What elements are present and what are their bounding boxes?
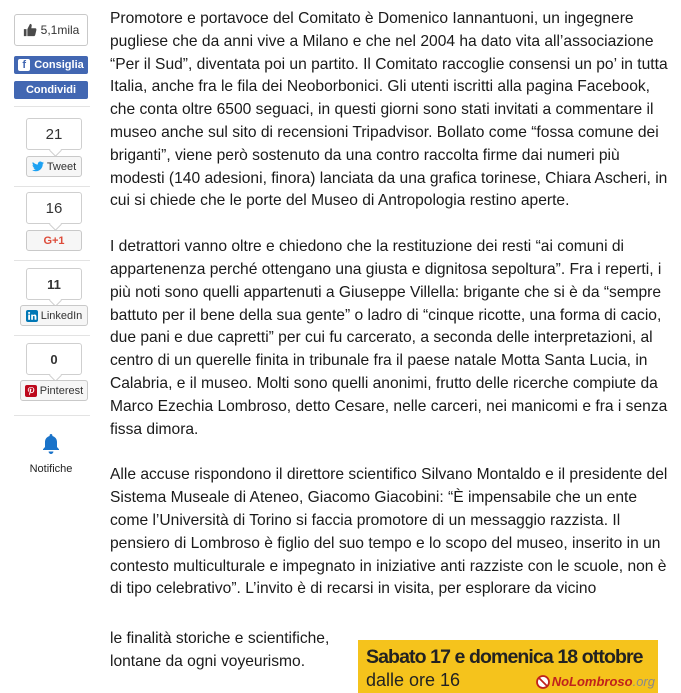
linkedin-label: LinkedIn: [40, 309, 83, 322]
divider: [14, 186, 90, 187]
banner-brand-domain: .org: [632, 674, 655, 689]
article-tail-line: le finalità storiche e scientifiche,: [110, 630, 330, 647]
article-body: [110, 8, 670, 624]
social-sidebar: [0, 0, 102, 693]
banner-brand: [536, 674, 655, 689]
divider: [14, 335, 90, 336]
banner-date-line: Sabato 17 e domenica 18 ottobre: [366, 646, 643, 668]
divider: [14, 260, 90, 261]
twitter-count-value: 21: [45, 125, 63, 143]
gplus-count: [26, 192, 82, 224]
facebook-share-button[interactable]: [14, 81, 88, 99]
pinterest-count-value: 0: [50, 351, 58, 367]
linkedin-count-value: 11: [47, 276, 61, 292]
divider: [14, 106, 90, 107]
twitter-bird-icon: [32, 161, 44, 172]
linkedin-count: [26, 268, 82, 300]
prohibition-icon: [536, 675, 550, 689]
article-tail-line: lontane da ogni voyeurismo.: [110, 652, 306, 670]
notifications-label[interactable]: Notifiche: [29, 463, 73, 475]
tweet-label: Tweet: [46, 160, 77, 173]
facebook-like-count[interactable]: [14, 14, 88, 46]
banner-brand-name: NoLombroso: [551, 674, 633, 689]
pinterest-button[interactable]: [20, 380, 88, 401]
banner-time-line: dalle ore 16: [366, 670, 461, 690]
bell-icon[interactable]: [40, 432, 62, 456]
event-banner-ad[interactable]: [358, 640, 658, 693]
pinterest-label: Pinterest: [39, 384, 84, 397]
facebook-icon: f: [18, 59, 30, 71]
twitter-count: [26, 118, 82, 150]
gplus-button[interactable]: [26, 230, 82, 251]
gplus-icon: G+1: [43, 234, 65, 247]
gplus-count-value: 16: [45, 199, 63, 217]
facebook-likes-value: 5,1mila: [40, 23, 80, 37]
divider: [14, 415, 90, 416]
article-paragraph: I detrattori vanno oltre e chiedono che la restituzione dei resti “ai comuni di appartenenza perché ottengano una giusta e dignitosa sepoltura”. Fra i reperti, i più noti sono quelli appartenuti a Giuseppe Villella: brigante che si è da “sempre battuto per il bene della sua gente” o ladro di “cinque ricotte, una forma di cacio, due pani e due capretti” per cui fu carcerato, a seconda delle interpretazioni, al centro di un querelle finita in tribunale fra il paese natale Motta Santa Lucia, in Calabria, e il museo. Molti sono quelli anonimi, frutto delle ricerche compiute da Marco Ezechia Lombroso, detto Cesare, nelle carceri, nei manicomi e fra i senza fissa dimora.: [110, 238, 668, 438]
linkedin-button[interactable]: [20, 305, 88, 326]
tweet-button[interactable]: [26, 156, 82, 177]
article-paragraph: Promotore e portavoce del Comitato è Domenico Iannantuoni, un ingegnere pugliese che da anni vive a Milano e che nel 2004 ha dato vita all’associazione “Per il Sud”, diventata poi un partito. Il Comitato raccoglie consensi un po’ in tutta Italia, anche fra le fila dei Neoborbonici. Gli utenti iscritti alla pagina Facebook, che conta oltre 6500 seguaci, in questi giorni sono stati invitati a commentare il museo anche sul sito di recensioni Tripadvisor. Bollato come “fossa comune dei briganti”, viene però sostenuto da una contro raccolta firme dai numeri più modesti (140 adesioni, finora) lanciata da una grafica torinese, Chiara Ascheri, in cui si chiede che le porte del Museo di Antropologia restino aperte.: [110, 10, 668, 210]
article-paragraph-tail: [110, 628, 360, 674]
facebook-like-label: Consiglia: [34, 59, 84, 71]
linkedin-icon: [26, 310, 38, 322]
article-paragraph: Alle accuse rispondono il direttore scientifico Silvano Montaldo e il presidente del Sistema Museale di Ateneo, Giacomo Giacobini: “È impensabile che un ente come l’Università di Torino si faccia promotore di un messaggio razzista. Il pensiero di Lombroso è figlio del suo tempo e lo scopo del museo, inserito in un contesto multiculturale e impegnato in iniziative anti razziste con le scuole, non è di tipo celebrativo”. L’invito è di recarsi in visita, per esplorare da vicino: [110, 466, 668, 598]
facebook-share-label: Condividi: [25, 84, 77, 96]
facebook-like-button[interactable]: [14, 56, 88, 74]
pinterest-icon: [25, 385, 37, 397]
thumbs-up-icon: [23, 23, 37, 37]
pinterest-count: [26, 343, 82, 375]
